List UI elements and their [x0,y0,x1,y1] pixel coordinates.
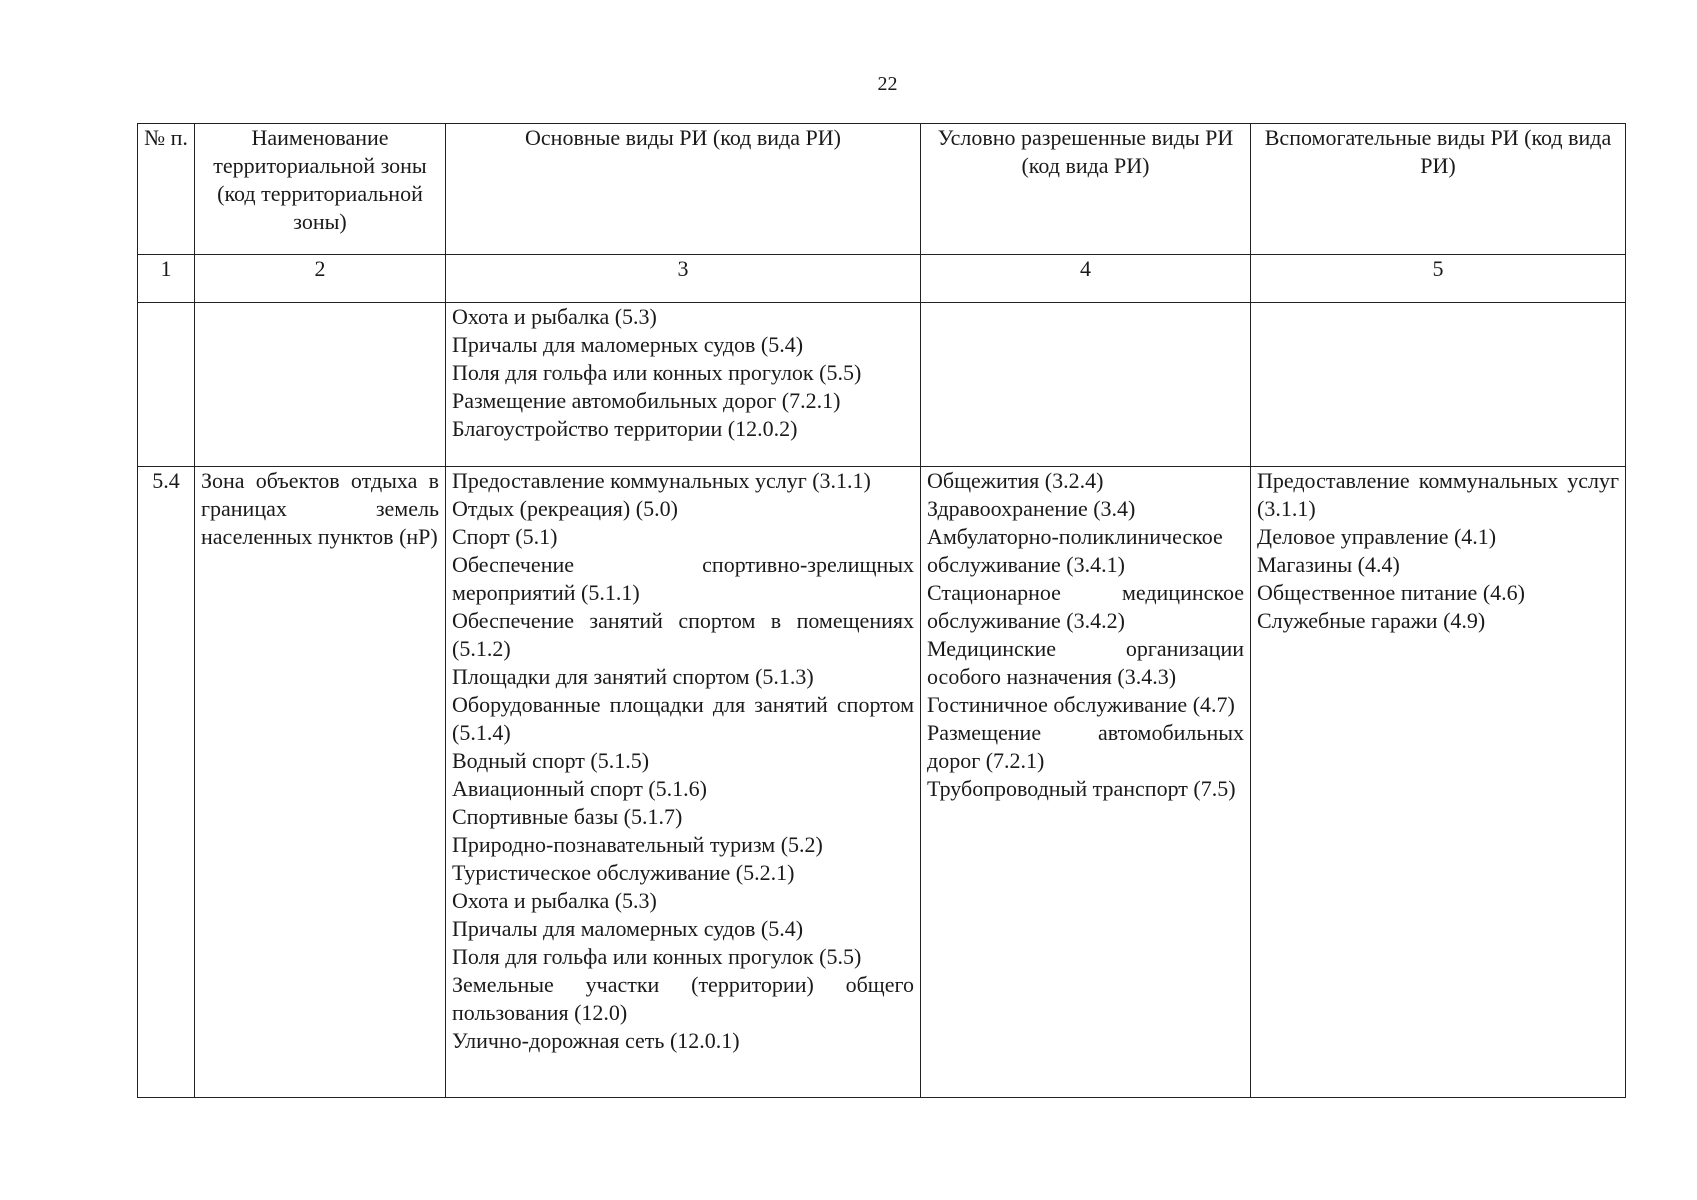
header-number: № п. [138,124,195,255]
zones-table [137,123,1626,1098]
land-use-entry: Поля для гольфа или конных прогулок (5.5) [452,944,862,969]
column-number: 3 [446,255,921,303]
land-use-entry: Причалы для маломерных судов (5.4) [452,332,804,357]
land-use-entry: Размещение автомобильных дорог (7.2.1) [452,388,841,413]
land-use-entry: Размещение автомобильных дорог (7.2.1) [927,720,1244,773]
header-conditional-types: Условно разрешенные виды РИ (код вида РИ) [921,124,1251,255]
land-use-entry: Обеспечение занятий спортом в помещениях (5.1.2) [452,608,914,661]
land-use-entry: Общественное питание (4.6) [1257,580,1525,605]
land-use-entry: Служебные гаражи (4.9) [1257,608,1486,633]
column-number: 4 [921,255,1251,303]
main-types-cell [446,303,921,467]
header-zone-name: Наименование территориальной зоны (код территориальной зоны) [195,124,446,255]
conditional-types-cell [921,467,1251,1098]
land-use-entry: Причалы для маломерных судов (5.4) [452,916,804,941]
auxiliary-types-cell [1251,467,1626,1098]
land-use-entry: Благоустройство территории (12.0.2) [452,416,798,441]
land-use-entry: Обеспечение спортивно-зрелищных мероприятий (5.1.1) [452,552,914,605]
main-types-cell [446,467,921,1098]
column-number: 2 [195,255,446,303]
header-auxiliary-types: Вспомогательные виды РИ (код вида РИ) [1251,124,1626,255]
land-use-entry: Предоставление коммунальных услуг (3.1.1) [452,468,871,493]
page-number: 22 [877,73,898,95]
land-use-entry: Медицинские организации особого назначения (3.4.3) [927,636,1244,689]
land-use-entry: Здравоохранение (3.4) [927,496,1136,521]
land-use-entry: Водный спорт (5.1.5) [452,748,650,773]
column-number-row [138,255,1626,303]
header-main-types: Основные виды РИ (код вида РИ) [446,124,921,255]
land-use-entry: Земельные участки (территории) общего пользования (12.0) [452,972,914,1025]
auxiliary-types-cell [1251,303,1626,467]
row-number: 5.4 [138,467,195,1098]
land-use-entry: Улично-дорожная сеть (12.0.1) [452,1028,740,1053]
table-row [138,303,1626,467]
land-use-entry: Природно-познавательный туризм (5.2) [452,832,823,857]
land-use-entry: Стационарное медицинское обслуживание (3.4.2) [927,580,1244,633]
land-use-entry: Трубопроводный транспорт (7.5) [927,776,1236,801]
land-use-entry: Площадки для занятий спортом (5.1.3) [452,664,814,689]
column-number: 5 [1251,255,1626,303]
land-use-entry: Магазины (4.4) [1257,552,1400,577]
land-use-entry: Отдых (рекреация) (5.0) [452,496,678,521]
land-use-entry: Предоставление коммунальных услуг (3.1.1) [1257,468,1619,521]
land-use-entry: Амбулаторно-поликлиническое обслуживание (3.4.1) [927,524,1223,577]
conditional-types-cell [921,303,1251,467]
land-use-entry: Авиационный спорт (5.1.6) [452,776,707,801]
land-use-entry: Спорт (5.1) [452,524,558,549]
land-use-entry: Поля для гольфа или конных прогулок (5.5) [452,360,862,385]
header-row [138,124,1626,255]
land-use-entry: Гостиничное обслуживание (4.7) [927,692,1235,717]
zone-name [195,303,446,467]
column-number: 1 [138,255,195,303]
land-use-entry: Туристическое обслуживание (5.2.1) [452,860,795,885]
land-use-entry: Деловое управление (4.1) [1257,524,1497,549]
zone-name: Зона объектов отдыха в границах земель населенных пунктов (нР) [195,467,446,1098]
land-use-entry: Оборудованные площадки для занятий спортом (5.1.4) [452,692,914,745]
land-use-entry: Охота и рыбалка (5.3) [452,304,657,329]
land-use-entry: Охота и рыбалка (5.3) [452,888,657,913]
row-number [138,303,195,467]
table-row [138,467,1626,1098]
land-use-entry: Общежития (3.2.4) [927,468,1104,493]
land-use-entry: Спортивные базы (5.1.7) [452,804,683,829]
